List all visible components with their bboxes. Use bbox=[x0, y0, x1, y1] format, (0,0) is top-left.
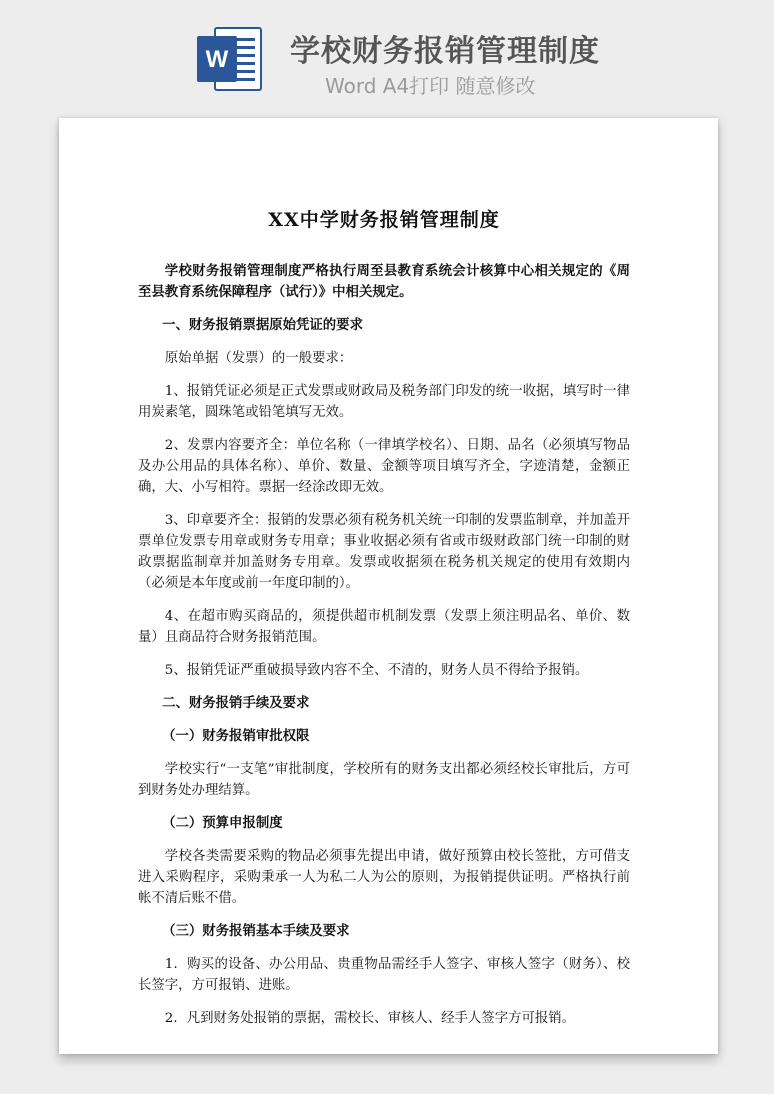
section1-paragraph: 3、印章要齐全：报销的发票必须有税务机关统一印制的发票监制章，并加盖开票单位发票专用章或财务专用章；事业收据必须有省或市级财政部门统一印制的财政票据监制章并加盖财务专用章。发票或收据须在税务机关规定的使用有效期内（必须是本年度或前一年度印制的）。 bbox=[138, 513, 630, 591]
section1-paragraph: 4、在超市购买商品的，须提供超市机制发票（发票上须注明品名、单价、数量）且商品符合财务报销范围。 bbox=[138, 609, 630, 645]
document-body bbox=[138, 210, 630, 1041]
section1-paragraph: 1、报销凭证必须是正式发票或财政局及税务部门印发的统一收据，填写时一律用炭素笔，圆珠笔或铅笔填写无效。 bbox=[138, 384, 630, 420]
template-header bbox=[0, 0, 774, 112]
subsection-paragraph: 学校实行“一支笔”审批制度，学校所有的财务支出都必须经校长审批后，方可到财务处办理结算。 bbox=[138, 762, 630, 798]
subsection-paragraph: 2．凡到财务处报销的票据，需校长、审核人、经手人签字方可报销。 bbox=[164, 1011, 576, 1026]
word-document-icon bbox=[193, 22, 267, 96]
subsection-heading: （二）预算申报制度 bbox=[162, 815, 283, 831]
template-subtitle: Word A4打印 随意修改 bbox=[325, 74, 536, 98]
word-icon-letter: W bbox=[205, 46, 229, 73]
document-page bbox=[59, 118, 718, 1054]
section1-paragraph: 2、发票内容要齐全：单位名称（一律填学校名）、日期、品名（必须填写物品及办公用品的具体名称）、单价、数量、金额等项目填写齐全，字迹清楚，金额正确，大、小写相符。票据一经涂改即无效。 bbox=[138, 438, 630, 495]
template-title: 学校财务报销管理制度 bbox=[290, 34, 600, 69]
document-title: XX中学财务报销管理制度 bbox=[268, 209, 500, 231]
section2-heading: 二、财务报销手续及要求 bbox=[162, 695, 310, 711]
subsection-heading: （一）财务报销审批权限 bbox=[162, 728, 310, 744]
section1-paragraph: 原始单据（发票）的一般要求： bbox=[164, 351, 353, 366]
section1-paragraph: 5、报销凭证严重破损导致内容不全、不清的，财务人员不得给予报销。 bbox=[164, 663, 589, 678]
subsection-heading: （三）财务报销基本手续及要求 bbox=[162, 923, 350, 939]
section1-heading: 一、财务报销票据原始凭证的要求 bbox=[162, 317, 363, 333]
subsection-paragraph: 学校各类需要采购的物品必须事先提出申请，做好预算由校长签批，方可借支进入采购程序，采购秉承一人为私二人为公的原则，为报销提供证明。严格执行前帐不清后账不借。 bbox=[138, 849, 630, 906]
subsection-paragraph: 1．购买的设备、办公用品、贵重物品需经手人签字、审核人签字（财务）、校长签字，方可报销、进账。 bbox=[138, 957, 630, 993]
intro-paragraph: 学校财务报销管理制度严格执行周至县教育系统会计核算中心相关规定的《周至县教育系统保障程序（试行）》中相关规定。 bbox=[138, 263, 630, 300]
